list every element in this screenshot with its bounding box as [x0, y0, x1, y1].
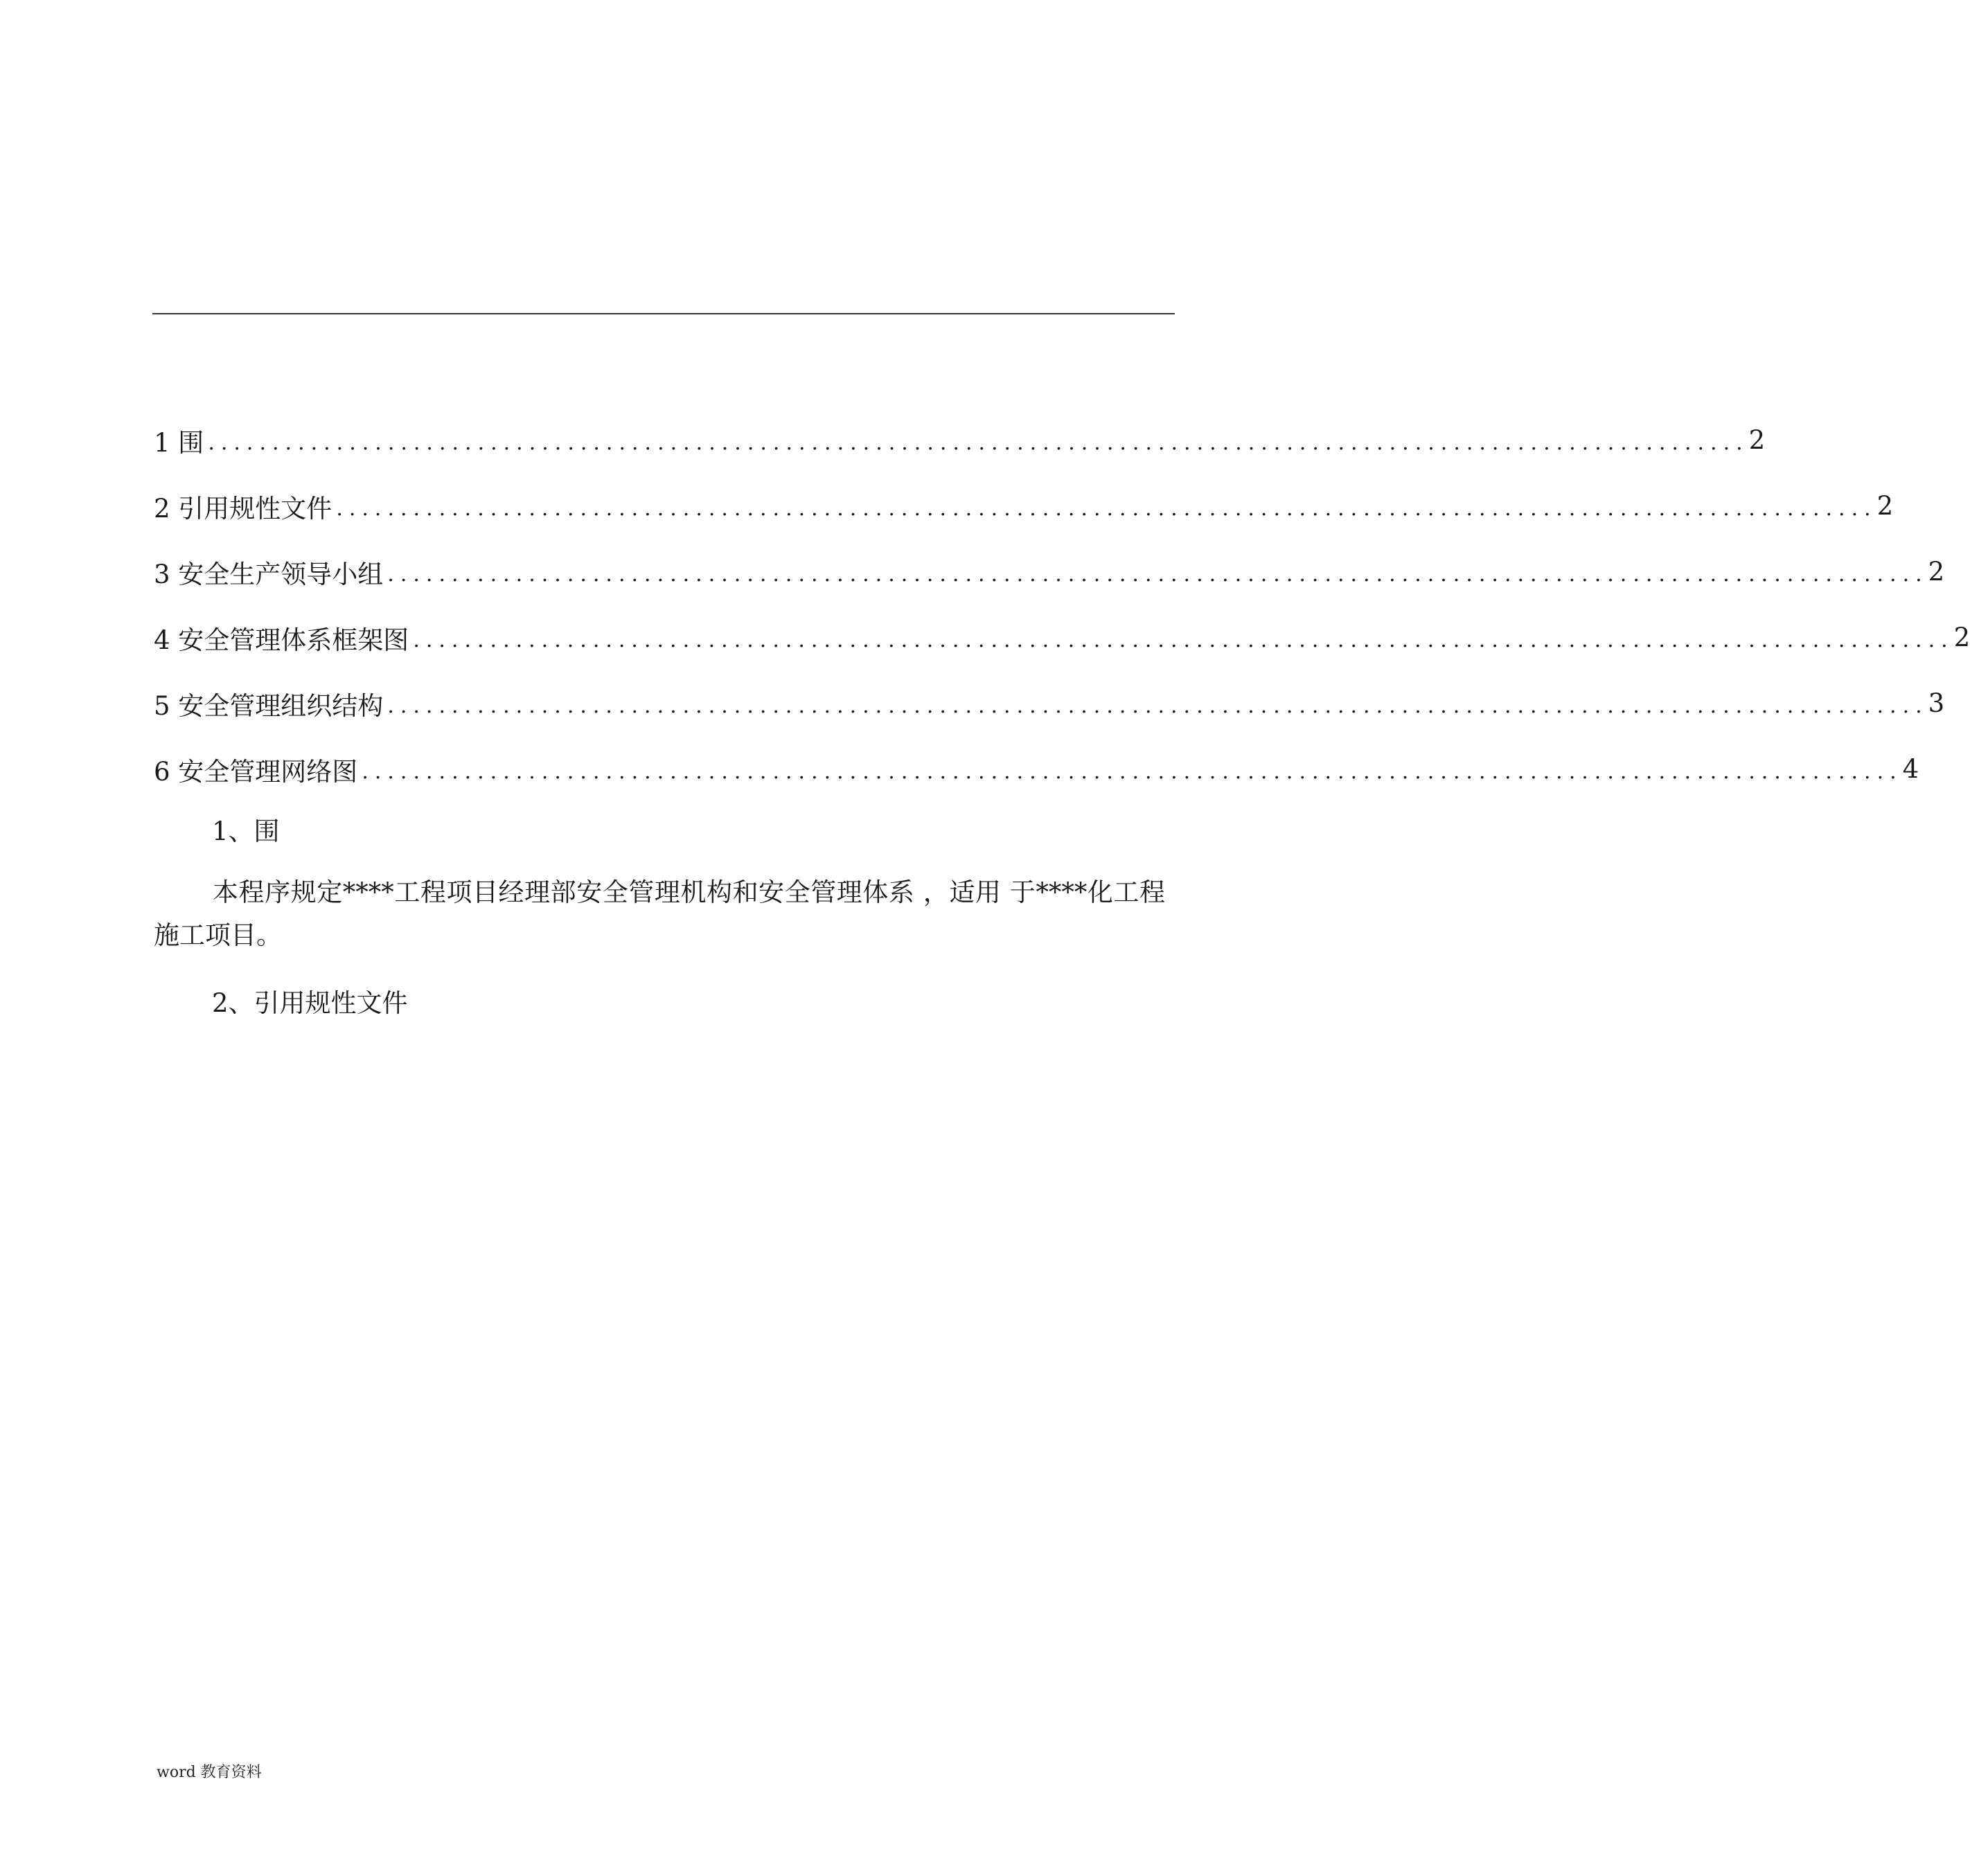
section-1-heading: 1、围 [212, 816, 280, 846]
toc-entry-page: 2 [1953, 623, 1970, 652]
toc-entry-page: 2 [1876, 491, 1894, 521]
toc-entry-title: 4 安全管理体系框架图 [154, 619, 413, 656]
toc-leader-dots: ........................................................................................................................ [362, 760, 1903, 784]
header-rule [152, 313, 1175, 314]
section-2-heading: 2、引用规性文件 [212, 988, 408, 1018]
toc-entry[interactable] [154, 670, 1945, 736]
section-1-paragraph: 本程序规定****工程项目经理部安全管理机构和安全管理体系 ，适用 于****化工程施工项目。 [154, 877, 1165, 950]
toc-leader-dots: ........................................................................................................................ [387, 694, 1928, 718]
toc-entry[interactable] [154, 539, 1945, 605]
toc-leader-dots: ........................................................................................................................ [208, 431, 1749, 455]
toc-leader-dots: ........................................................................................................................ [413, 628, 1954, 652]
table-of-contents [154, 407, 1970, 802]
toc-entry[interactable] [154, 736, 1919, 802]
toc-entry-page: 2 [1748, 425, 1766, 455]
toc-entry-title: 2 引用规性文件 [154, 488, 336, 525]
toc-entry[interactable] [154, 407, 1766, 473]
toc-entry-title: 1 围 [154, 422, 208, 459]
toc-entry-page: 4 [1902, 754, 1919, 784]
toc-leader-dots: ........................................................................................................................ [387, 562, 1928, 587]
toc-entry-page: 3 [1928, 688, 1945, 718]
toc-entry-title: 3 安全生产领导小组 [154, 553, 387, 591]
toc-entry[interactable] [154, 605, 1970, 670]
toc-entry-title: 6 安全管理网络图 [154, 751, 362, 788]
toc-entry[interactable] [154, 473, 1894, 539]
toc-entry-page: 2 [1928, 557, 1945, 587]
footer-text: word 教育资料 [157, 1764, 262, 1781]
toc-entry-title: 5 安全管理组织结构 [154, 685, 387, 722]
toc-leader-dots: ........................................................................................................................ [336, 497, 1877, 521]
